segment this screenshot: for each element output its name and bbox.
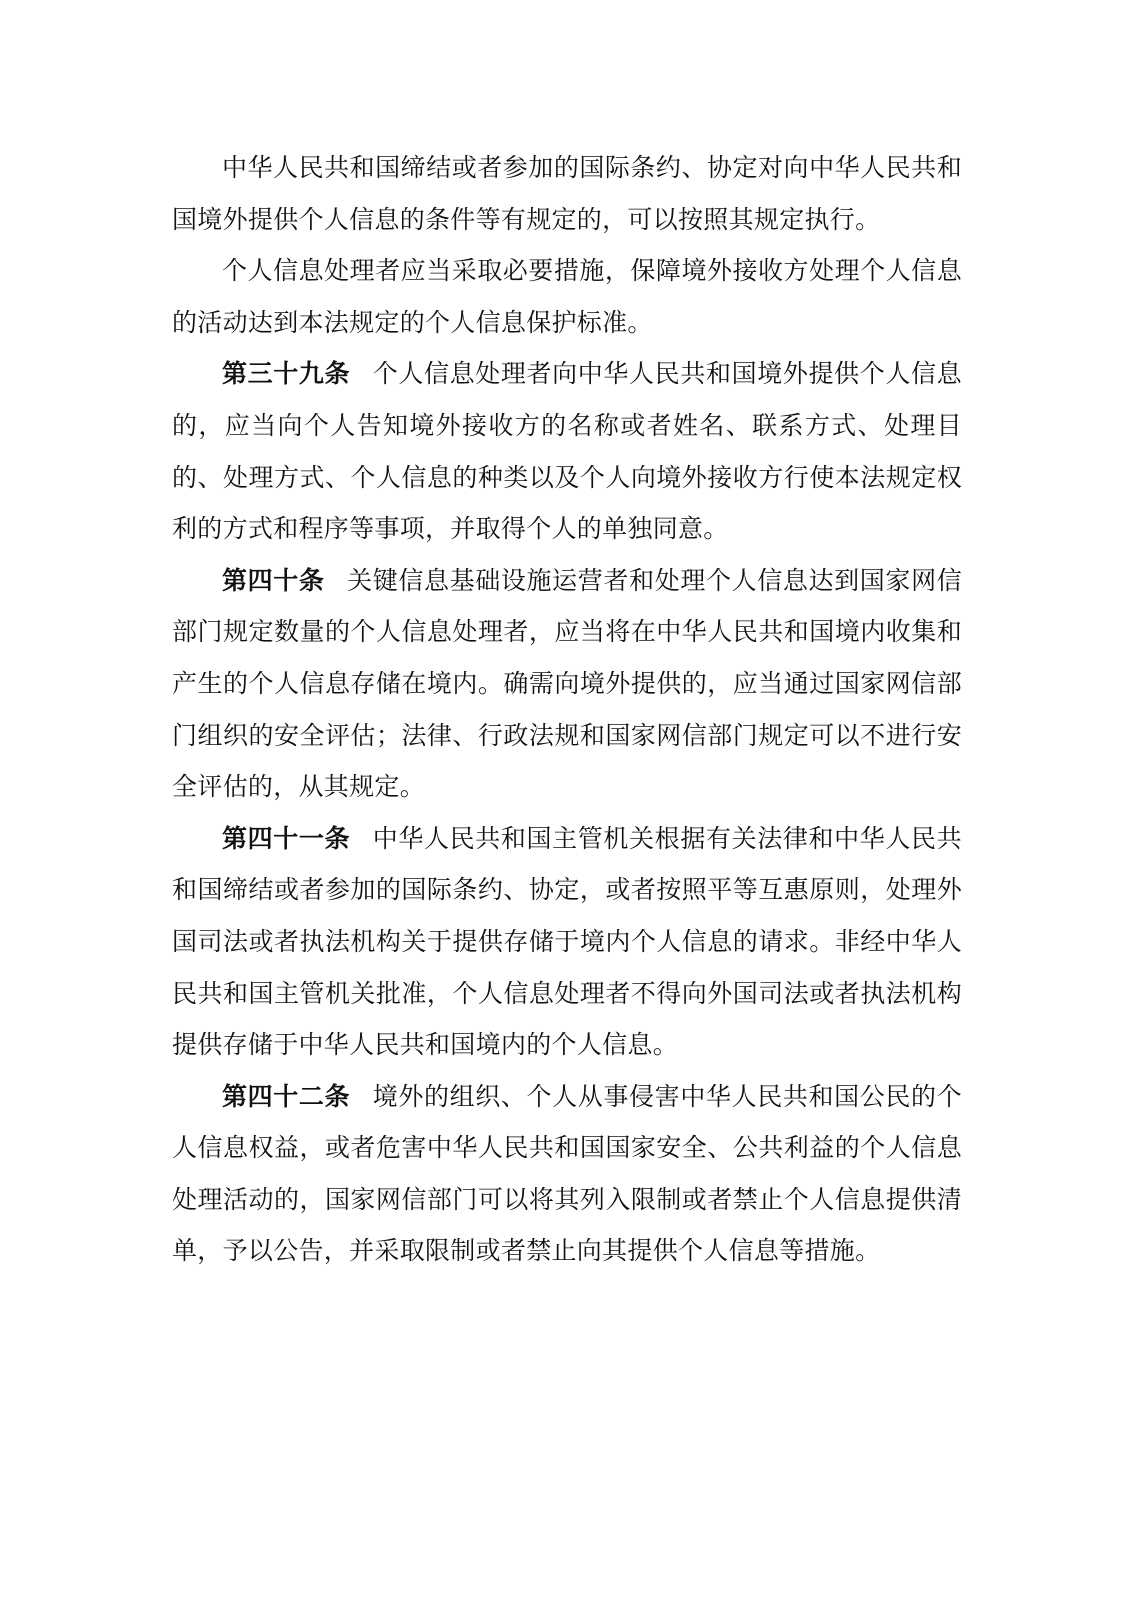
paragraph-protection-measures [172, 245, 962, 348]
paragraph-text: 中华人民共和国缔结或者参加的国际条约、协定对向中华人民共和国境外提供个人信息的条件等有规定的，可以按照其规定执行。 [172, 153, 962, 234]
article-text: 中华人民共和国主管机关根据有关法律和中华人民共和国缔结或者参加的国际条约、协定，或者按照平等互惠原则，处理外国司法或者执法机构关于提供存储于境内个人信息的请求。非经中华人民共和国主管机关批准，个人信息处理者不得向外国司法或者执法机构提供存储于中华人民共和国境内的个人信息。 [172, 823, 962, 1060]
article-42 [172, 1071, 962, 1277]
article-heading: 第三十九条 [222, 359, 351, 389]
document-body [172, 142, 962, 1277]
article-41 [172, 813, 962, 1071]
article-text: 境外的组织、个人从事侵害中华人民共和国公民的个人信息权益，或者危害中华人民共和国国家安全、公共利益的个人信息处理活动的，国家网信部门可以将其列入限制或者禁止个人信息提供清单，予以公告，并采取限制或者禁止向其提供个人信息等措施。 [172, 1081, 962, 1266]
article-39 [172, 348, 962, 554]
paragraph-treaty-provision [172, 142, 962, 245]
article-text: 关键信息基础设施运营者和处理个人信息达到国家网信部门规定数量的个人信息处理者，应当将在中华人民共和国境内收集和产生的个人信息存储在境内。确需向境外提供的，应当通过国家网信部门组织的安全评估；法律、行政法规和国家网信部门规定可以不进行安全评估的，从其规定。 [172, 565, 963, 802]
article-text: 个人信息处理者向中华人民共和国境外提供个人信息的，应当向个人告知境外接收方的名称或者姓名、联系方式、处理目的、处理方式、个人信息的种类以及个人向境外接收方行使本法规定权利的方式和程序等事项，并取得个人的单独同意。 [172, 359, 962, 544]
article-heading: 第四十一条 [222, 823, 351, 853]
article-heading: 第四十条 [222, 565, 325, 595]
article-heading: 第四十二条 [222, 1081, 351, 1111]
article-40 [172, 555, 962, 813]
paragraph-text: 个人信息处理者应当采取必要措施，保障境外接收方处理个人信息的活动达到本法规定的个人信息保护标准。 [172, 256, 962, 337]
